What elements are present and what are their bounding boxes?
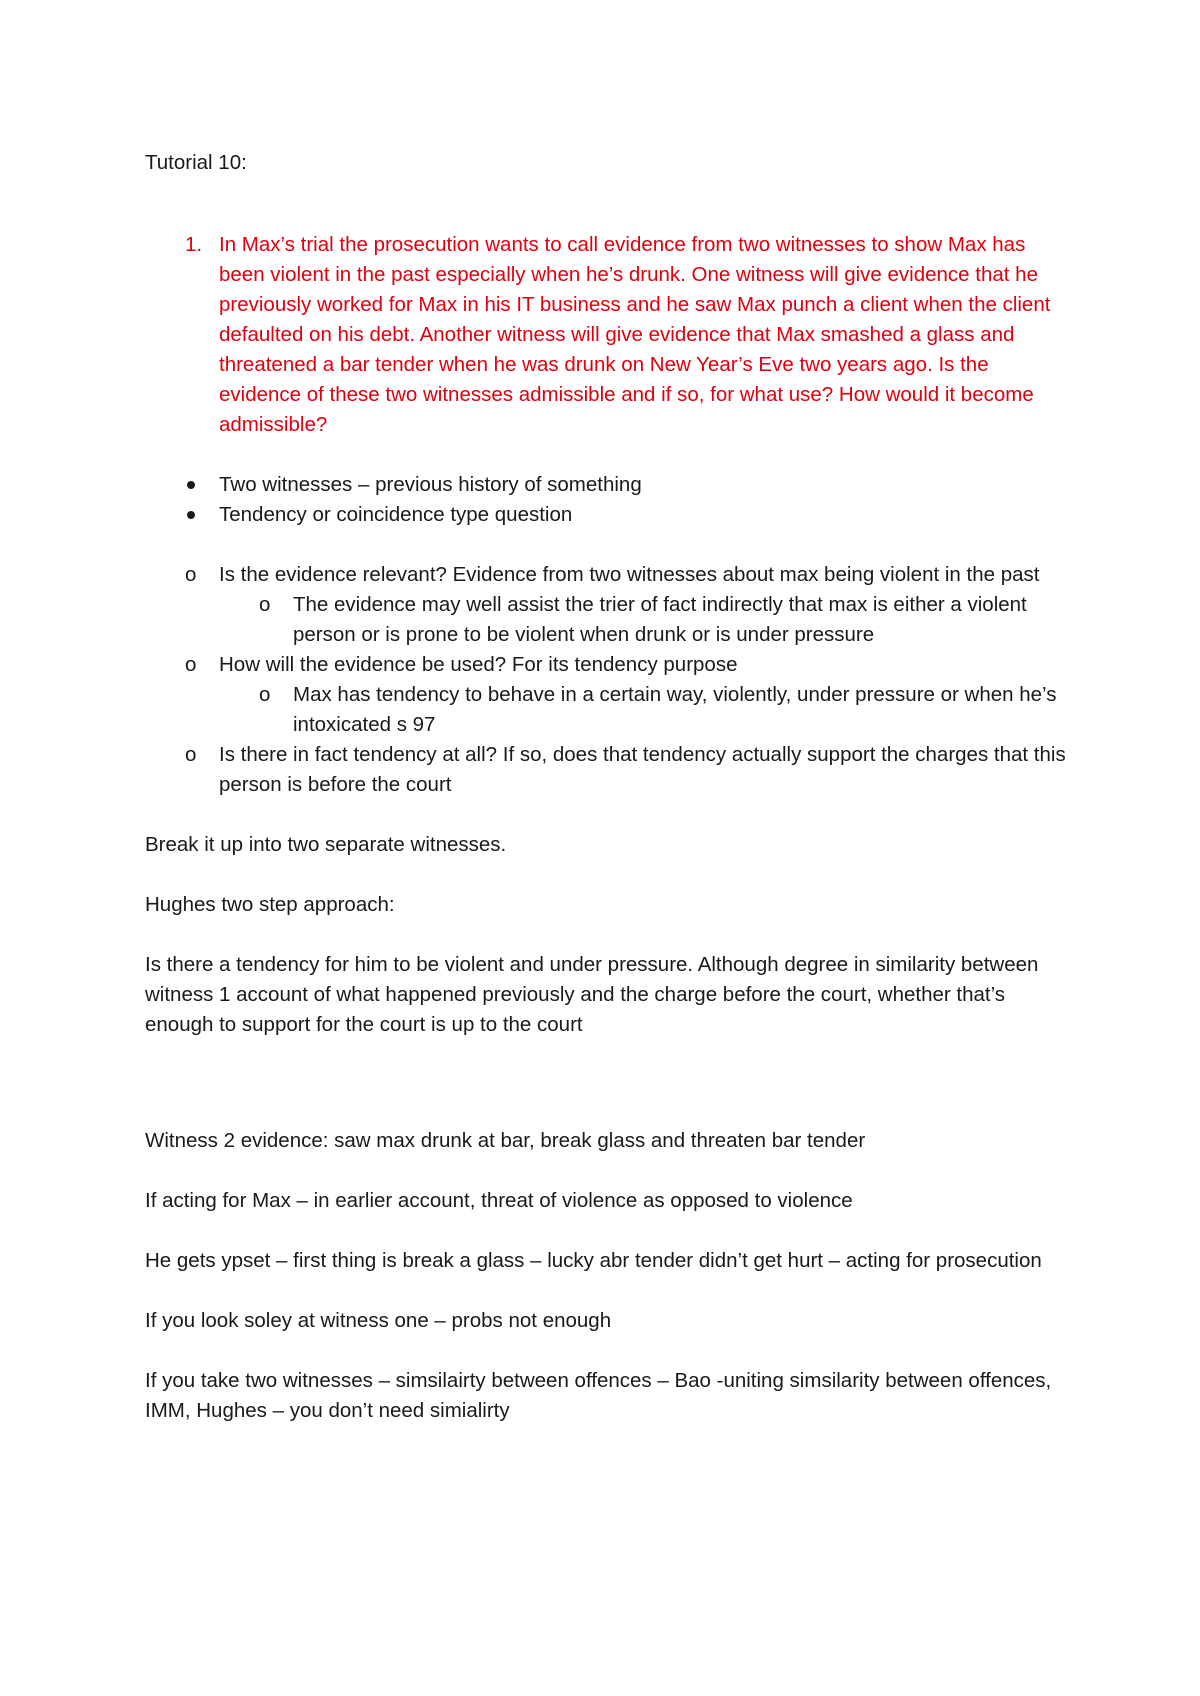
outline-sub-marker: o <box>259 593 271 616</box>
bullet-icon <box>145 500 219 530</box>
paragraph: If you take two witnesses – simsilairty between offences – Bao -uniting simsilarity between offences, IMM, Hughes – you don’t need simialirty <box>145 1369 1052 1422</box>
bullet-text: Two witnesses – previous history of something <box>219 473 642 496</box>
outline-text: How will the evidence be used? For its tendency purpose <box>219 653 738 676</box>
blank-space <box>145 1070 1075 1126</box>
outline-sub-text: Max has tendency to behave in a certain way, violently, under pressure or when he’s intoxicated s 97 <box>293 683 1057 736</box>
outline-text: Is the evidence relevant? Evidence from two witnesses about max being violent in the past <box>219 563 1040 586</box>
outline-list <box>145 560 1075 800</box>
outline-sub-marker: o <box>259 683 271 706</box>
bullet-list <box>145 470 1075 530</box>
document-body <box>145 148 1075 1456</box>
bullet-text: Tendency or coincidence type question <box>219 503 573 526</box>
outline-subitem <box>145 680 1075 740</box>
paragraph: Hughes two step approach: <box>145 893 395 916</box>
question-1 <box>145 230 1075 440</box>
outline-marker: o <box>185 563 197 586</box>
question-text: In Max’s trial the prosecution wants to call evidence from two witnesses to show Max has been violent in the past especially when he’s drunk. One witness will give evidence that he previously worked for Max in his IT business and he saw Max punch a client when the client defaulted on his debt. Another witness will give evidence that Max smashed a glass and threatened a bar tender when he was drunk on New Year’s Eve two years ago. Is the evidence of these two witnesses admissible and if so, for what use? How would it become admissible? <box>219 233 1051 436</box>
outline-subitem <box>145 590 1075 650</box>
outline-marker: o <box>185 653 197 676</box>
paragraph: He gets ypset – first thing is break a glass – lucky abr tender didn’t get hurt – acting for prosecution <box>145 1249 1042 1272</box>
question-number: 1. <box>185 233 203 256</box>
outline-text: Is there in fact tendency at all? If so, does that tendency actually support the charges that this person is before the court <box>219 743 1066 796</box>
paragraph: If you look soley at witness one – probs not enough <box>145 1309 612 1332</box>
outline-item <box>145 650 1075 740</box>
paragraph: If acting for Max – in earlier account, threat of violence as opposed to violence <box>145 1189 853 1212</box>
page-title: Tutorial 10: <box>145 151 247 174</box>
outline-item <box>145 560 1075 650</box>
paragraph: Break it up into two separate witnesses. <box>145 833 507 856</box>
bullet-icon <box>145 470 219 500</box>
bullet-item <box>145 470 1075 500</box>
paragraph: Witness 2 evidence: saw max drunk at bar, break glass and threaten bar tender <box>145 1129 866 1152</box>
outline-item-row <box>145 650 1075 680</box>
outline-marker: o <box>185 743 197 766</box>
outline-item-row <box>145 740 1075 800</box>
paragraph: Is there a tendency for him to be violent and under pressure. Although degree in similarity between witness 1 account of what happened previously and the charge before the court, whether that’s enough to support for the court is up to the court <box>145 953 1039 1036</box>
outline-sub-text: The evidence may well assist the trier of fact indirectly that max is either a violent person or is prone to be violent when drunk or is under pressure <box>293 593 1027 646</box>
bullet-item <box>145 500 1075 530</box>
outline-item-row <box>145 560 1075 590</box>
outline-item <box>145 740 1075 800</box>
